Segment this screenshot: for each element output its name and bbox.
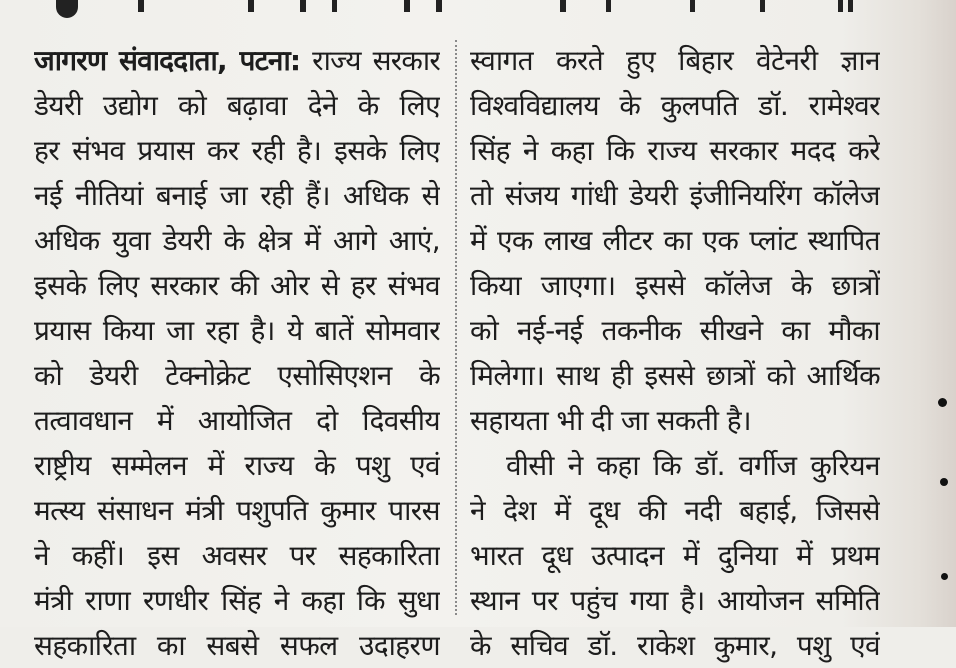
text-line: तो संजय गांधी डेयरी इंजीनियरिंग कॉलेज [470, 179, 880, 212]
text-line: स्वागत करते हुए बिहार वेटेनरी ज्ञान [470, 44, 880, 77]
paragraph-start-line: वीसी ने कहा कि डॉ. वर्गीज कुरियन [506, 449, 880, 482]
text-line: ने देश में दूध की नदी बहाई, जिससे [470, 494, 880, 527]
text-line: में एक लाख लीटर का एक प्लांट स्थापित [470, 224, 880, 257]
text-line: डेयरी उद्योग को बढ़ावा देने के लिए [34, 89, 440, 122]
text-line: के सचिव डॉ. राकेश कुमार, पशु एवं [470, 629, 880, 662]
ink-dot [940, 478, 948, 486]
text-line: सहकारिता का सबसे सफल उदाहरण [34, 629, 440, 662]
ink-dot [941, 573, 948, 580]
cut-off-text-strip [0, 0, 956, 22]
text-line: नई नीतियां बनाई जा रही हैं। अधिक से [34, 179, 440, 212]
text-line: स्थान पर पहुंच गया है। आयोजन समिति [470, 584, 880, 617]
left-column [34, 38, 440, 668]
text-line: ने कहीं। इस अवसर पर सहकारिता [34, 539, 440, 572]
text-line: मत्स्य संसाधन मंत्री पशुपति कुमार पारस [34, 494, 440, 527]
text-line: इसके लिए सरकार की ओर से हर संभव [34, 269, 440, 302]
right-column [470, 38, 880, 668]
column-divider [455, 40, 459, 615]
text-line: को डेयरी टेक्नोक्रेट एसोसिएशन के [34, 359, 440, 392]
byline: जागरण संवाददाता, पटना: [34, 44, 301, 77]
text-line: प्रयास किया जा रहा है। ये बातें सोमवार [34, 314, 440, 347]
text-line: सिंह ने कहा कि राज्य सरकार मदद करे [470, 134, 880, 167]
text-line: किया जाएगा। इससे कॉलेज के छात्रों [470, 269, 880, 302]
text-line: राष्ट्रीय सम्मेलन में राज्य के पशु एवं [34, 449, 440, 482]
ink-dot [938, 398, 947, 407]
byline-line [34, 38, 440, 83]
byline-text: राज्य सरकार [300, 44, 440, 77]
text-line: भारत दूध उत्पादन में दुनिया में प्रथम [470, 539, 880, 572]
text-line: को नई-नई तकनीक सीखने का मौका [470, 314, 880, 347]
text-line: विश्वविद्यालय के कुलपति डॉ. रामेश्वर [470, 89, 880, 122]
text-line: तत्वावधान में आयोजित दो दिवसीय [34, 404, 440, 437]
text-line: हर संभव प्रयास कर रही है। इसके लिए [34, 134, 440, 167]
text-line: अधिक युवा डेयरी के क्षेत्र में आगे आएं, [34, 224, 440, 257]
text-line: मंत्री राणा रणधीर सिंह ने कहा कि सुधा [34, 584, 440, 617]
text-line: मिलेगा। साथ ही इससे छात्रों को आर्थिक [470, 359, 880, 392]
paragraph-end-line: सहायता भी दी जा सकती है। [470, 404, 752, 437]
